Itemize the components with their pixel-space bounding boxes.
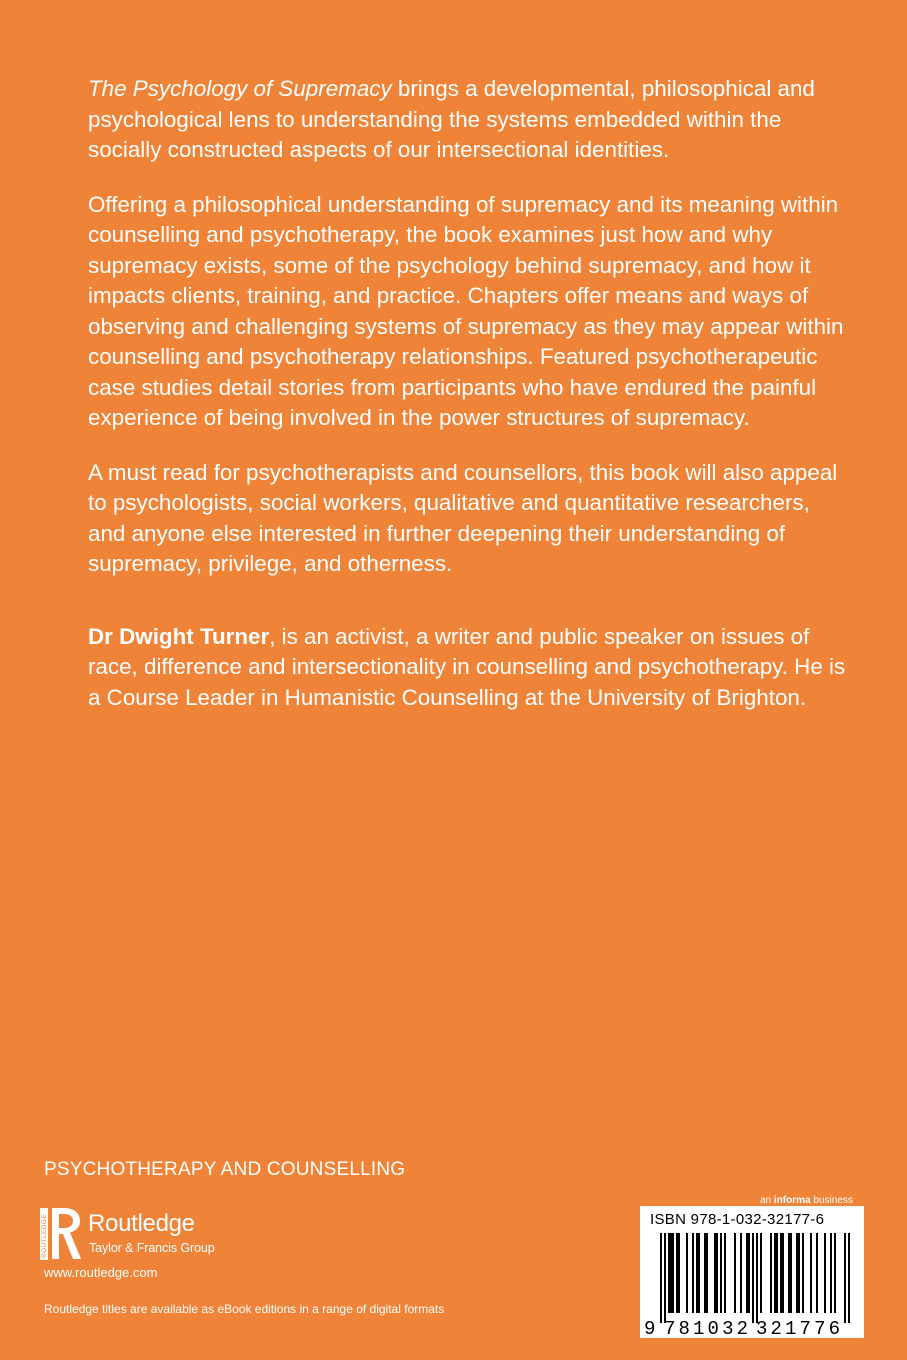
author-bio-text: , is an activist, a writer and public speaker on issues of race, difference and intersectionality in counselling and psychotherapy. He is a Course Leader in Humanistic Counselling at the University of Brighton. xyxy=(88,623,846,710)
subject-category: PSYCHOTHERAPY AND COUNSELLING xyxy=(44,1159,406,1180)
publisher-group: Taylor & Francis Group xyxy=(89,1241,215,1255)
isbn-label: ISBN 978-1-032-32177-6 xyxy=(650,1211,825,1228)
barcode-bar xyxy=(790,1233,792,1313)
barcode-bar xyxy=(760,1233,762,1313)
informa-prefix: an xyxy=(760,1195,774,1206)
barcode-bar xyxy=(668,1233,670,1313)
barcode-bar xyxy=(664,1233,666,1323)
barcode-bar xyxy=(834,1233,836,1313)
blurb-paragraph-audience: A must read for psychotherapists and counsellors, this book will also appeal to psychologists, social workers, qualitative and quantitative researchers, and anyone else interested in further deepening their understanding of supremacy, privilege, and otherness. xyxy=(88,459,838,576)
author-bio xyxy=(88,622,848,714)
barcode-bar xyxy=(696,1233,698,1313)
barcode-bar xyxy=(716,1233,718,1313)
barcode-bar xyxy=(802,1233,804,1313)
routledge-r-icon xyxy=(40,1207,86,1263)
barcode xyxy=(640,1206,864,1338)
barcode-bar xyxy=(672,1233,674,1313)
barcode-bar xyxy=(810,1233,812,1313)
routledge-logo xyxy=(40,1207,250,1263)
barcode-bar xyxy=(830,1233,832,1313)
barcode-bar xyxy=(714,1233,716,1313)
barcode-bar xyxy=(734,1233,736,1313)
blurb-paragraph-intro xyxy=(88,74,848,166)
informa-brand: informa xyxy=(773,1195,811,1206)
barcode-bar xyxy=(798,1233,800,1313)
barcode-bar xyxy=(660,1233,662,1323)
barcode-bar xyxy=(670,1233,672,1313)
barcode-bar xyxy=(686,1233,688,1313)
barcode-bar xyxy=(756,1233,758,1323)
barcode-left-digits: 781032 xyxy=(664,1318,748,1338)
informa-suffix: business xyxy=(810,1195,853,1206)
barcode-bar xyxy=(678,1233,680,1313)
isbn-barcode-box xyxy=(640,1206,864,1338)
barcode-first-digit: 9 xyxy=(644,1318,656,1338)
barcode-bar xyxy=(848,1233,850,1323)
author-name: Dr Dwight Turner xyxy=(88,623,270,649)
barcode-bar xyxy=(704,1233,706,1313)
barcode-bar xyxy=(724,1233,726,1313)
blurb-intro-text: brings a developmental, philosophical and psychological lens to understanding the systems embedded within the socially constructed aspects of our intersectional identities. xyxy=(88,76,815,162)
book-title-italic: The Psychology of Supremacy xyxy=(88,76,392,101)
logo-vertical-text: ROUTLEDGE xyxy=(41,1213,48,1258)
barcode-bar xyxy=(796,1233,798,1313)
barcode-right-digits: 321776 xyxy=(756,1318,840,1338)
back-cover-blurb xyxy=(88,74,848,737)
barcode-bar xyxy=(706,1233,708,1313)
publisher-name: Routledge xyxy=(88,1210,195,1237)
barcode-bar xyxy=(780,1233,782,1313)
barcode-bar xyxy=(740,1233,742,1313)
barcode-bar xyxy=(776,1233,778,1313)
barcode-bar xyxy=(770,1233,772,1313)
barcode-bar xyxy=(774,1233,776,1313)
barcode-bars xyxy=(660,1233,850,1323)
barcode-bar xyxy=(782,1233,784,1313)
barcode-bar xyxy=(752,1233,754,1323)
barcode-bar xyxy=(676,1233,678,1313)
barcode-bar xyxy=(748,1233,750,1313)
barcode-bar xyxy=(844,1233,846,1323)
blurb-paragraph-description: Offering a philosophical understanding of supremacy and its meaning within counselling and psychotherapy, the book examines just how and why supremacy exists, some of the psychology behind supremacy, and how it impacts clients, training, and practice. Chapters offer means and ways of observing and challenging systems of supremacy as they may appear within counselling and psychotherapy relationships. Featured psychotherapeutic case studies detail stories from participants who have endured the painful experience of being involved in the power structures of supremacy. xyxy=(88,191,844,430)
barcode-bar xyxy=(824,1233,826,1313)
barcode-bar xyxy=(746,1233,748,1313)
barcode-bar xyxy=(720,1233,722,1313)
barcode-bar xyxy=(692,1233,694,1313)
barcode-bar xyxy=(788,1233,790,1313)
informa-business-tag xyxy=(760,1195,853,1206)
publisher-website[interactable]: www.routledge.com xyxy=(44,1265,158,1280)
ebook-note: Routledge titles are available as eBook editions in a range of digital formats xyxy=(44,1302,445,1316)
barcode-bar xyxy=(816,1233,818,1313)
barcode-bar xyxy=(698,1233,700,1313)
